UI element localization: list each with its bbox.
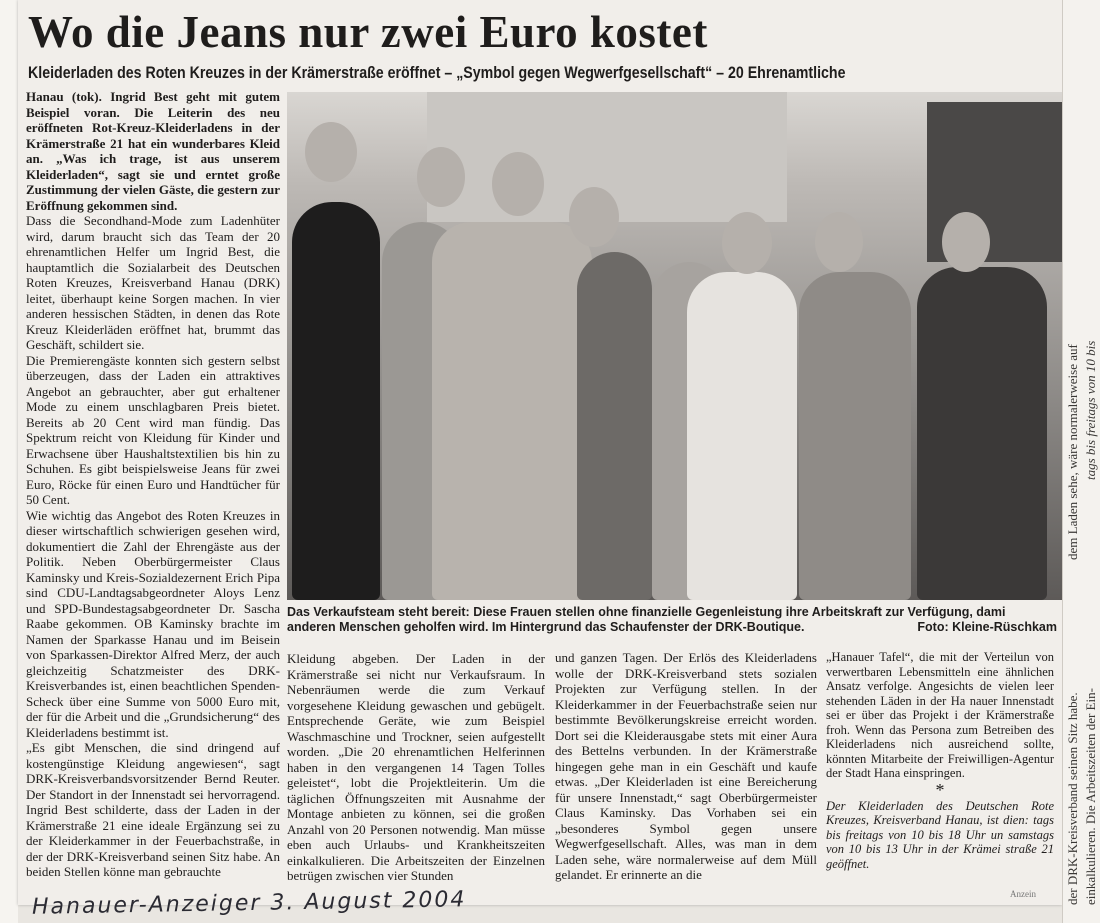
photo-caption [287,605,1057,635]
caption-text: Das Verkaufsteam steht bereit: Diese Frauen stellen ohne finanzielle Gegenleistung ihre Arbeitskraft zur Verfügung, dami anderen Menschen geholfen wird. Im Hintergrund das Schaufenster der DRK-Boutique. [287,605,1006,634]
opening-hours-info: Der Kleiderladen des Deutschen Rote Kreuzes, Kreisverband Hanau, ist dien: tags bis freitags von 10 bis 18 Uhr un samstags von 10 bis 13 Uhr in der Krämei straße 21 geöffnet. [826,798,1054,871]
article-paragraph: „Es gibt Menschen, die sind dringend auf kostengünstige Kleidung angewiesen“, sagt DRK-Kreisverbandsvorsitzender Bernd Reuter. Der Standort in der Innenstadt sei hervorragend. Ingrid Best schilderte, dass der Laden in der Krämerstraße 21 eine ideale Ergänzung sei zu der Kleiderkammer in der Feuerbachstraße, in der der DRK-Kreisverband seinen Sitz habe. An beiden Stellen könne man gebrauchte [26,740,280,879]
article-subtitle: Kleiderladen des Roten Kreuzes in der Krämerstraße eröffnet – „Symbol gegen Wegwerfgesellschaft“ – 20 Ehrenamtliche [28,64,846,82]
article-lead: Hanau (tok). Ingrid Best geht mit gutem Beispiel voran. Die Leiterin des neu eröffneten Rot-Kreuz-Kleiderladens in der Krämerstraße 21 hat ein wunderbares Kleid an. „Was ich trage, ist aus unserem Kleiderladen“, sagt sie und erntet große Zustimmung der vielen Gäste, die gestern zur Eröffnung gekommen sind. [26,89,280,213]
underlying-text-line: tags bis freitags von 10 bis [1083,340,1098,480]
article-paragraph: „Hanauer Tafel“, die mit der Verteilun von verwertbaren Lebensmitteln eine ähnlichen Ansatz verfolge. Angesichts de vielen leer stehenden Läden in der Ha nauer Innenstadt sei er über das Projekt i der Krämerstraße froh. Wenn das Persona zum Betreiben des Kleiderladens nich ausreichend sollte, könnten Mitarbeite der Freiwilligen-Agentur der Stadt Hana einspringen. [826,650,1054,780]
article-paragraph: Kleidung abgeben. Der Laden in der Krämerstraße sei nicht nur Verkaufsraum. In Nebenräumen werde die zum Verkauf vorgesehene Kleidung gewaschen und gebügelt. Entsprechende Geräte, wie zum Beispiel Waschmaschine und Trockner, seien aufgestellt worden. „Die 20 ehrenamtlichen Helferinnen haben in den vergangenen 14 Tagen Tolles geleistet“, lobt die Projektleiterin. Um die täglichen Öffnungszeiten mit Ausnahme der Montage anbieten zu können, sei die großen Anzahl von 20 Personen notwendig. Man müsse eben auch Urlaubs- und Krankheitszeiten einkalkulieren. Die Arbeitszeiten der Einzelnen betrügen zwischen vier Stunden [287,651,545,883]
clipping-left-edge [0,0,18,923]
article-paragraph: Wie wichtig das Angebot des Roten Kreuzes in dieser wirtschaftlich schwierigen gesehen wird, dokumentiert die Zahl der Ehrengäste aus der Politik. Neben Oberbürgermeister Claus Kaminsky und Kreis-Sozialdezernent Erich Pipa sind CDU-Landtagsabgeordneter Aloys Lenz und SPD-Bundestagsabgeordneter Dr. Sascha Raabe gekommen. OB Kaminsky brachte im Namen der Sparkasse Hanau und im Beisein von Sparkassen-Direktor Alfred Merz, der auch gleichzeitig Schatzmeister des DRK-Kreisverbandes ist, einen beachtlichen Spenden-Scheck über eine Summe von 5000 Euro mit, der für die Arbeit und die „Grundsicherung“ des Kleiderladens bestimmt ist. [26,507,280,740]
article-headline: Wo die Jeans nur zwei Euro kostet [28,7,708,57]
photo-credit: Foto: Kleine-Rüschkam [917,620,1057,634]
article-paragraph: und ganzen Tagen. Der Erlös des Kleiderladens wolle der DRK-Kreisverband stets sozialen Projekten zur Verfügung stellen. In der Kleiderkammer in der Feuerbachstraße seien nur bestimmte Bevölkerungskreise erreicht worden. Dort sei die Kleiderausgabe stets mit einer Aura des Bettelns verbunden. In der Krämerstraße hingegen gehe man in ein Geschäft und kaufe etwas. „Der Kleiderladen ist eine Bereicherung für unsere Innenstadt,“ sagt Oberbürgermeister Claus Kaminsky. Das Vorhaben sei ein „besonderes Symbol gegen unsere Wegwerfgesellschaft. Alles, was man in dem Laden sehe, wäre normalerweise auf dem Müll gelandet. Er erinnerte an die [555,650,817,882]
ad-marker: Anzein [1010,889,1036,899]
article-column-2 [287,651,545,884]
article-paragraph: Die Premierengäste konnten sich gestern selbst überzeugen, dass der Laden ein attraktives Angebot an gebrauchter, aber gut erhaltener Mode zu einem unschlagbaren Preis bietet. Bereits ab 20 Cent wird man fündig. Das Spektrum reicht von Kleidung für Kinder und Erwachsene über Haushaltstextilien bis hin zu Schuhen. Es gibt beispielsweise Jeans für zwei Euro, Röcke für einen Euro und Handtücher für 50 Cent. [26,352,280,507]
underlying-text-line: der DRK-Kreisverband seinen Sitz habe. [1065,692,1080,905]
article-paragraph: Dass die Secondhand-Mode zum Ladenhüter wird, darum braucht sich das Team der 20 ehrenamtlichen Helfer um Ingrid Best, die hauptamtlich die Sozialarbeit des Deutschen Roten Kreuzes, Kreisverband Hanau (DRK) leitet, überhaupt keine Sorgen machen. In vier anderen hessischen Städten, in denen das Rote Kreuz Kleiderläden eröffnet hat, brummt das Geschäft, schildert sie. [26,213,280,352]
underlying-text-line: einkalkulieren. Die Arbeitszeiten der Ein- [1083,688,1098,905]
underlying-text-line: dem Laden sehe, wäre normalerweise auf [1065,344,1080,560]
underlying-page-strip [1062,0,1100,923]
section-separator: * [935,779,945,800]
article-column-3 [555,650,817,883]
article-column-4 [826,650,1054,871]
group-photo [287,92,1062,600]
article-column-1 [26,89,280,880]
handwritten-source-note: Hanauer-Anzeiger 3. August 2004 [31,887,467,920]
